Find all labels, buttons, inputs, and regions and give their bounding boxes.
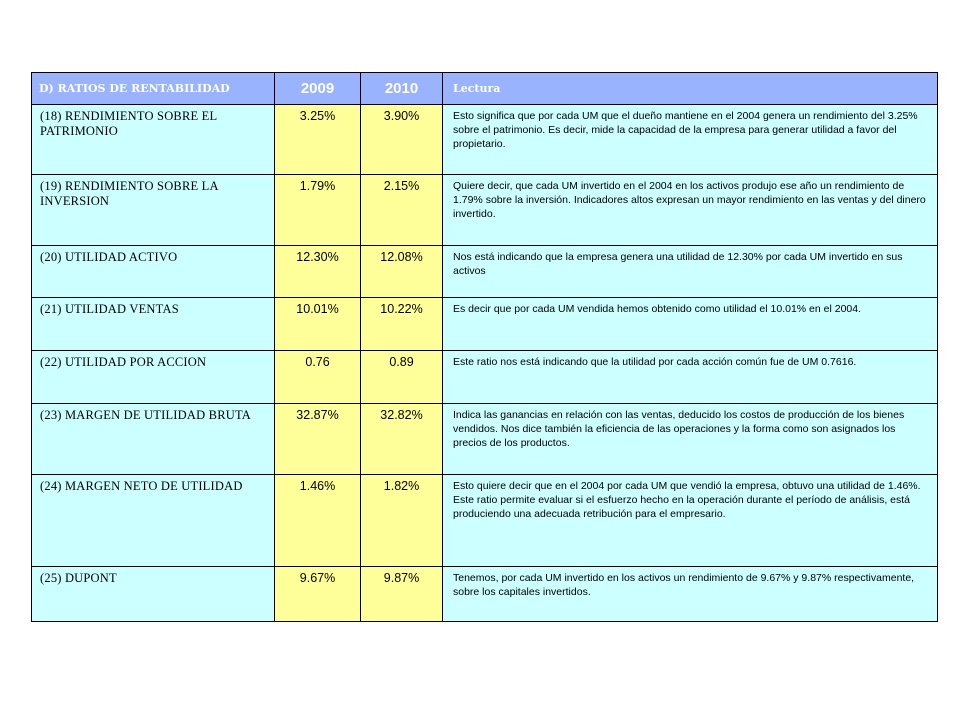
ratio-value-2010: 10.22% [361, 298, 443, 351]
ratio-name: (25) DUPONT [32, 567, 275, 622]
ratio-value-2009: 32.87% [275, 404, 361, 475]
ratio-value-2010: 12.08% [361, 246, 443, 298]
table-row [32, 404, 938, 475]
ratio-value-2010: 32.82% [361, 404, 443, 475]
ratio-name: (23) MARGEN DE UTILIDAD BRUTA [32, 404, 275, 475]
table-row [32, 175, 938, 246]
table-row [32, 298, 938, 351]
table-row [32, 567, 938, 622]
ratio-value-2009: 12.30% [275, 246, 361, 298]
ratio-value-2009: 3.25% [275, 105, 361, 175]
ratio-reading: Esto significa que por cada UM que el dueño mantiene en el 2004 genera un rendimiento del 3.25% sobre el patrimonio. Es decir, mide la capacidad de la empresa para generar utilidad a favor del propietario. [443, 105, 938, 175]
ratio-reading: Esto quiere decir que en el 2004 por cada UM que vendió la empresa, obtuvo una utilidad de 1.46%. Este ratio permite evaluar si el esfuerzo hecho en la operación durante el período de análisis, está produciendo una adecuada retribución para el empresario. [443, 475, 938, 567]
ratio-value-2010: 1.82% [361, 475, 443, 567]
header-ratio-name: D) RATIOS DE RENTABILIDAD [32, 73, 275, 105]
ratio-reading: Es decir que por cada UM vendida hemos obtenido como utilidad el 10.01% en el 2004. [443, 298, 938, 351]
ratio-value-2010: 3.90% [361, 105, 443, 175]
table-row [32, 246, 938, 298]
ratio-value-2009: 10.01% [275, 298, 361, 351]
ratio-name: (19) RENDIMIENTO SOBRE LA INVERSION [32, 175, 275, 246]
header-year-2009: 2009 [275, 73, 361, 105]
ratio-reading: Indica las ganancias en relación con las ventas, deducido los costos de producción de los bienes vendidos. Nos dice también la eficiencia de las operaciones y la forma como son asignados los precios de los productos. [443, 404, 938, 475]
ratio-name: (18) RENDIMIENTO SOBRE EL PATRIMONIO [32, 105, 275, 175]
ratio-value-2010: 9.87% [361, 567, 443, 622]
header-year-2010: 2010 [361, 73, 443, 105]
rentabilidad-table [31, 72, 938, 622]
ratio-value-2009: 1.46% [275, 475, 361, 567]
ratio-name: (24) MARGEN NETO DE UTILIDAD [32, 475, 275, 567]
ratio-reading: Quiere decir, que cada UM invertido en el 2004 en los activos produjo ese año un rendimiento de 1.79% sobre la inversión. Indicadores altos expresan un mayor rendimiento en las ventas y del dinero invertido. [443, 175, 938, 246]
table-row [32, 351, 938, 404]
ratio-name: (20) UTILIDAD ACTIVO [32, 246, 275, 298]
header-reading: Lectura [443, 73, 938, 105]
table-header-row [32, 73, 938, 105]
ratio-value-2009: 1.79% [275, 175, 361, 246]
ratio-name: (22) UTILIDAD POR ACCION [32, 351, 275, 404]
ratio-name: (21) UTILIDAD VENTAS [32, 298, 275, 351]
ratio-reading: Este ratio nos está indicando que la utilidad por cada acción común fue de UM 0.7616. [443, 351, 938, 404]
ratio-reading: Nos está indicando que la empresa genera una utilidad de 12.30% por cada UM invertido en sus activos [443, 246, 938, 298]
ratio-value-2009: 9.67% [275, 567, 361, 622]
ratio-value-2010: 2.15% [361, 175, 443, 246]
ratio-reading: Tenemos, por cada UM invertido en los activos un rendimiento de 9.67% y 9.87% respectivamente, sobre los capitales invertidos. [443, 567, 938, 622]
table-row [32, 475, 938, 567]
ratio-value-2009: 0.76 [275, 351, 361, 404]
ratio-value-2010: 0.89 [361, 351, 443, 404]
table-row [32, 105, 938, 175]
